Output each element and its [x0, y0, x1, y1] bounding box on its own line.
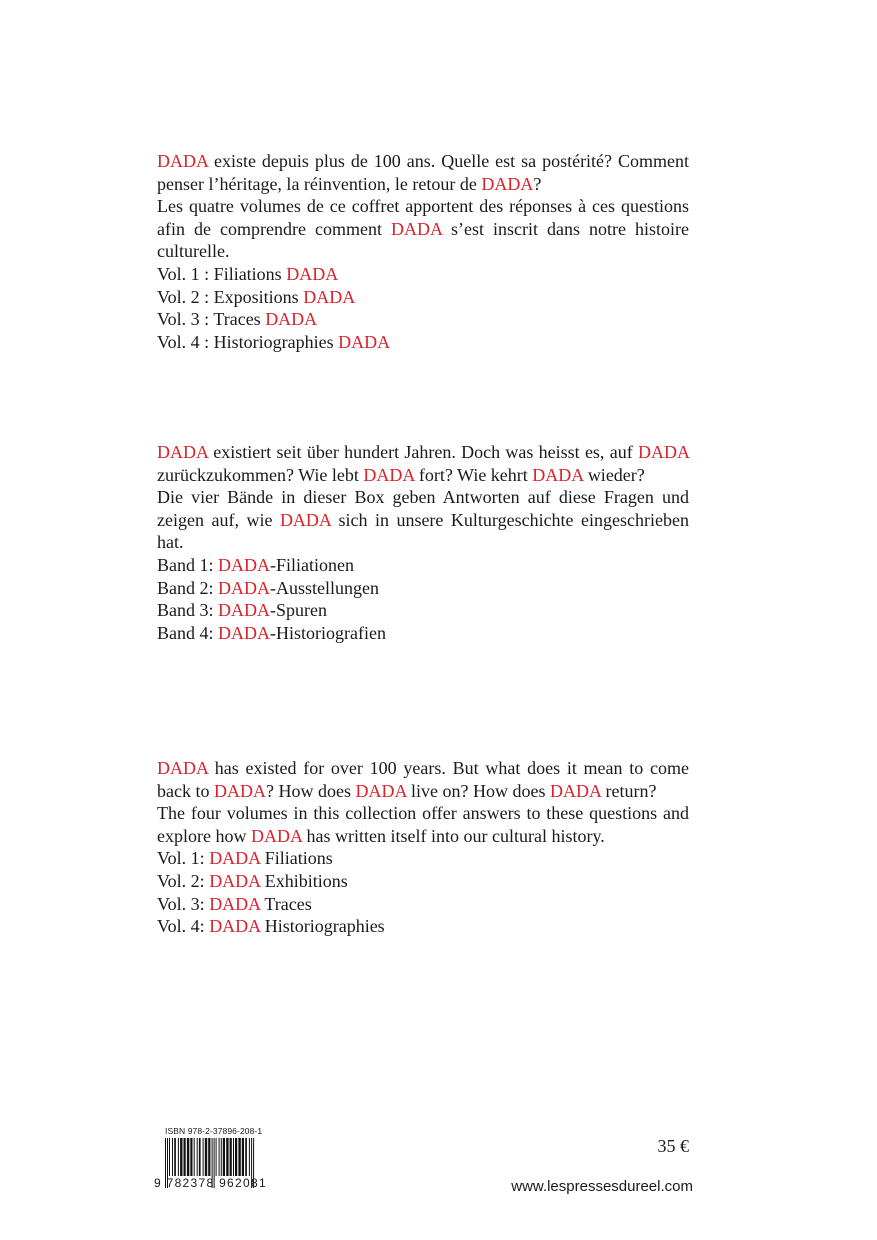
english-description [157, 757, 689, 938]
volume-line: Vol. 2: DADA Exhibitions [157, 870, 348, 891]
english-paragraph-1: DADA has existed for over 100 years. But what does it mean to come back to DADA? How does DADA live on? How does DADA return? [157, 758, 689, 801]
dada-keyword: DADA [637, 442, 689, 462]
dada-keyword: DADA [279, 509, 331, 530]
publisher-website[interactable]: www.lespressesdureel.com [511, 1178, 693, 1195]
isbn-label: ISBN 978-2-37896-208-1 [165, 1126, 263, 1136]
volume-line: Band 2: DADA-Ausstellungen [157, 577, 379, 598]
dada-keyword: DADA [549, 780, 601, 801]
french-paragraph-2: Les quatre volumes de ce coffret apportent des réponses à ces questions afin de comprendre comment DADA s’est inscrit dans notre histoire culturelle. [157, 196, 689, 262]
volume-line: Vol. 1 : Filiations DADA [157, 263, 339, 284]
french-description [157, 150, 689, 353]
dada-keyword: DADA [213, 780, 266, 801]
volume-line: Vol. 2 : Expositions DADA [157, 286, 356, 307]
volume-line: Vol. 4 : Historiographies DADA [157, 331, 391, 352]
dada-keyword: DADA [481, 173, 534, 194]
volume-line: Band 3: DADA-Spuren [157, 600, 327, 621]
barcode-number: 9 782378 962081 [154, 1176, 267, 1190]
price: 35 € [657, 1136, 689, 1156]
volume-line: Vol. 3 : Traces DADA [157, 309, 318, 330]
dada-keyword: DADA [390, 218, 442, 239]
german-description [157, 441, 689, 644]
french-paragraph-1: DADA existe depuis plus de 100 ans. Quelle est sa postérité? Comment penser l’héritage, la réinvention, le retour de DADA? [157, 151, 689, 194]
volume-line: Vol. 4: DADA Historiographies [157, 916, 385, 937]
english-paragraph-2: The four volumes in this collection offer answers to these questions and explore how DADA has written itself into our cultural history. [157, 803, 689, 846]
volume-line: Vol. 3: DADA Traces [157, 893, 312, 914]
dada-keyword: DADA [157, 442, 209, 462]
volume-line: Band 4: DADA-Historiografien [157, 622, 386, 643]
german-paragraph-1: DADA existiert seit über hundert Jahren. Doch was heisst es, auf DADA zurückzukommen? Wie lebt DADA fort? Wie kehrt DADA wieder? [157, 442, 689, 485]
dada-keyword: DADA [355, 780, 407, 801]
dada-keyword: DADA [157, 758, 209, 778]
dada-keyword: DADA [363, 464, 415, 485]
volume-line: Vol. 1: DADA Filiations [157, 848, 333, 869]
german-paragraph-2: Die vier Bände in dieser Box geben Antworten auf diese Fragen und zeigen auf, wie DADA sich in unsere Kulturgeschichte eingeschrieben hat. [157, 487, 689, 553]
volume-line: Band 1: DADA-Filiationen [157, 554, 354, 575]
dada-keyword: DADA [157, 151, 209, 171]
dada-keyword: DADA [250, 825, 302, 846]
dada-keyword: DADA [532, 464, 584, 485]
